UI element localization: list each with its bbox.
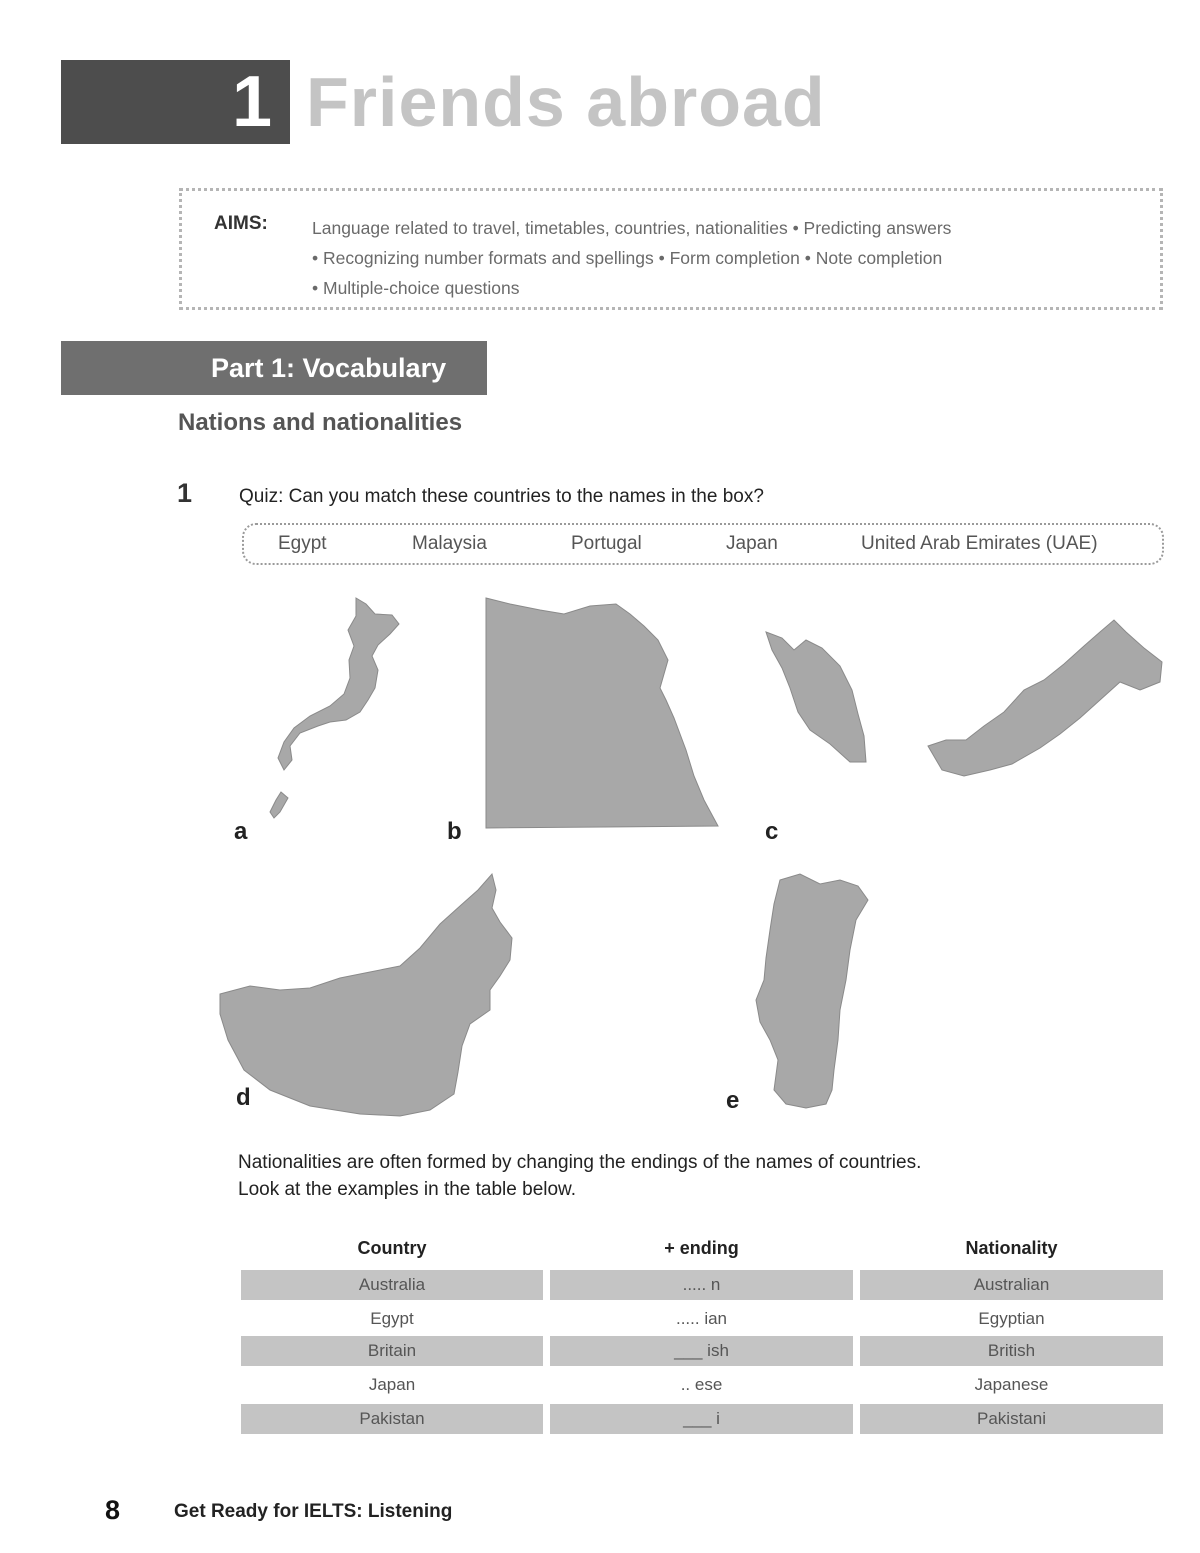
map-label-c: c [765,818,779,845]
table-header: Nationality [965,1238,1058,1258]
table-cell-country: Australia [241,1270,543,1300]
map-egypt [486,598,718,828]
word-box-item: Egypt [278,533,327,554]
table-header: Country [357,1238,427,1258]
map-japan-island [270,792,288,818]
word-box-item: United Arab Emirates (UAE) [861,533,1098,554]
table-cell-country: Pakistan [241,1404,543,1434]
book-title: Get Ready for IELTS: Listening [174,1501,453,1522]
table-header: + ending [664,1238,739,1258]
word-box-item: Malaysia [412,533,487,554]
table-cell-nationality: Japanese [974,1375,1049,1394]
table-cell-nationality: British [860,1336,1163,1366]
aims-label: AIMS: [214,213,268,234]
map-malaysia-peninsula [766,632,866,762]
page-number: 8 [105,1495,121,1525]
table-cell-ending: .. ese [680,1375,723,1394]
aims-line: Language related to travel, timetables, countries, nationalities • Predicting answers [312,218,952,238]
unit-title: Friends abroad [306,63,826,141]
question-number: 1 [177,478,193,508]
word-box-item: Portugal [571,533,642,554]
table-cell-country: Egypt [370,1309,414,1328]
table-cell-country: Britain [241,1336,543,1366]
table-cell-ending: ___ ish [550,1336,853,1366]
table-cell-nationality: Egyptian [978,1309,1045,1328]
info-line: Look at the examples in the table below. [238,1179,577,1200]
map-japan [278,598,399,770]
table-cell-country: Japan [368,1375,416,1394]
table-row [241,1370,1163,1400]
info-paragraph [238,1149,1118,1203]
info-line: Nationalities are often formed by changing the endings of the names of countries. [238,1152,922,1173]
table-row [241,1304,1163,1334]
table-cell-ending: ..... ian [675,1309,728,1328]
map-label-d: d [236,1084,251,1111]
aims-line: • Multiple-choice questions [312,278,520,298]
section-subtitle: Nations and nationalities [178,409,463,436]
word-box-item: Japan [726,533,778,554]
map-portugal [756,874,868,1108]
table-cell-nationality: Pakistani [860,1404,1163,1434]
table-cell-ending: ..... n [550,1270,853,1300]
map-malaysia-borneo [928,620,1162,776]
map-label-b: b [447,818,462,845]
map-uae [220,874,512,1116]
table-cell-ending: ___ i [550,1404,853,1434]
map-label-a: a [234,818,248,845]
table-row [241,1270,1163,1300]
unit-number: 1 [231,62,272,142]
table-row [241,1336,1163,1366]
table-cell-nationality: Australian [860,1270,1163,1300]
table-row [241,1404,1163,1434]
aims-line: • Recognizing number formats and spellings • Form completion • Note completion [312,248,943,268]
part-title: Part 1: Vocabulary [211,353,447,383]
map-label-e: e [726,1087,740,1114]
question-text: Quiz: Can you match these countries to the names in the box? [239,486,764,507]
